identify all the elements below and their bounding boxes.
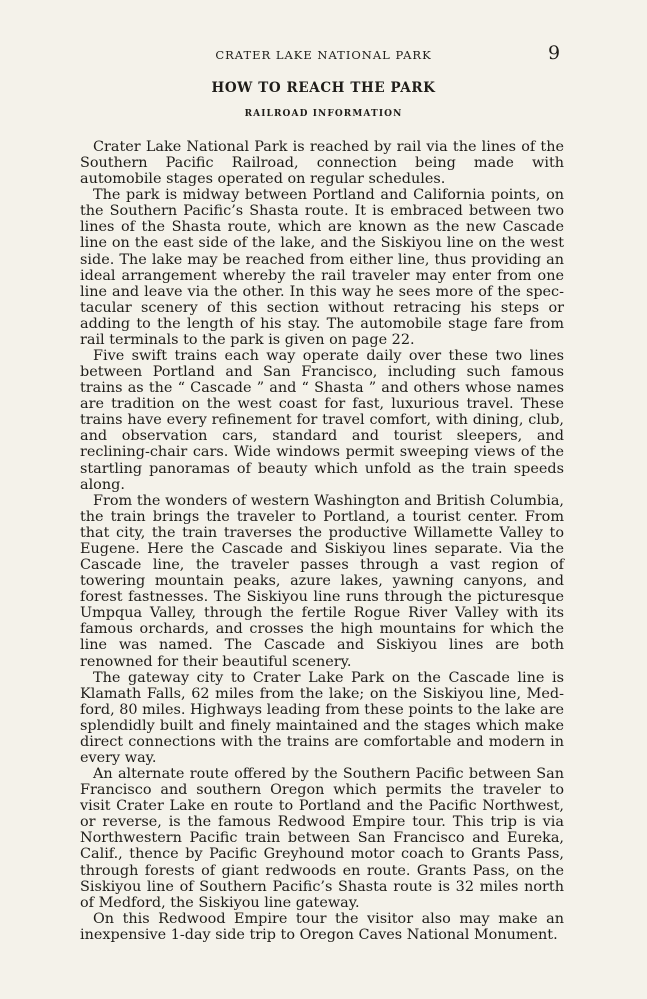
subsection-title: RAILROAD INFORMATION (244, 109, 403, 119)
section-title: HOW TO REACH THE PARK (211, 80, 436, 96)
running-head: CRATER LAKE NATIONAL PARK (215, 48, 432, 62)
paragraph: From the wonders of western Washington and British Columbia, the train brings the traveler to Portland, a tourist center. From that city, the train traverses the productive Willamette Valley to Eugene. Here the Cascade and Siskiyou lines separate. Via the Cascade line, the traveler passes through a vast region of towering mountain peaks, azure lakes, yawning canyons, and forest fastnesses. The Siskiyou line runs through the picturesque Umpqua Valley, through the fertile Rogue River Valley with its famous orchards, and crosses the high mountains for which the line was named. The Cascade and Siskiyou lines are both renowned for their beautiful scenery. (80, 492, 564, 670)
page-number: 9 (548, 42, 561, 64)
paragraph: The park is midway between Portland and California points, on the Southern Pacific’s Shasta route. It is embraced between two lines of the Shasta route, which are known as the new Cascade line on the east side of the lake, and the Siskiyou line on the west side. The lake may be reached from either line, thus providing an ideal arrangement whereby the rail traveler may enter from one line and leave via the other. In this way he sees more of the spectacular scenery of this section without retracing his steps or adding to the length of his stay. The automobile stage fare from rail terminals to the park is given on page 22. (80, 187, 564, 348)
paragraph: Five swift trains each way operate daily over these two lines between Portland and San Francisco, including such famous trains as the “ Cascade ” and “ Shasta ” and others whose names are tradition on the west coast for fast, luxurious travel. These trains have every refinement for travel comfort, with dining, club, and observation cars, standard and tourist sleepers, and reclining-chair cars. Wide windows permit sweeping views of the startling panoramas of beauty which unfold as the train speeds along. (80, 348, 564, 493)
paragraph: On this Redwood Empire tour the visitor also may make an inexpensive 1-day side trip to Oregon Caves National Monument. (80, 910, 564, 943)
paragraph: Crater Lake National Park is reached by rail via the lines of the Southern Pacific Railroad, connection being made with automobile stages operated on regular schedules. (80, 139, 564, 188)
paragraph: The gateway city to Crater Lake Park on the Cascade line is Klamath Falls, 62 miles from the lake; on the Siskiyou line, Medford, 80 miles. Highways leading from these points to the lake are splendidly built and finely maintained and the stages which make direct connections with the trains are comfortable and modern in every way. (80, 669, 564, 766)
paragraph: An alternate route offered by the Southern Pacific between San Francisco and southern Oregon which permits the traveler to visit Crater Lake en route to Portland and the Pacific Northwest, or reverse, is the famous Redwood Empire tour. This trip is via Northwestern Pacific train between San Francisco and Eureka, Calif., thence by Pacific Greyhound motor coach to Grants Pass, through forests of giant redwoods en route. Grants Pass, on the Siskiyou line of Southern Pacific’s Shasta route is 32 miles north of Medford, the Siskiyou line gateway. (80, 766, 564, 911)
body-text (80, 139, 564, 943)
